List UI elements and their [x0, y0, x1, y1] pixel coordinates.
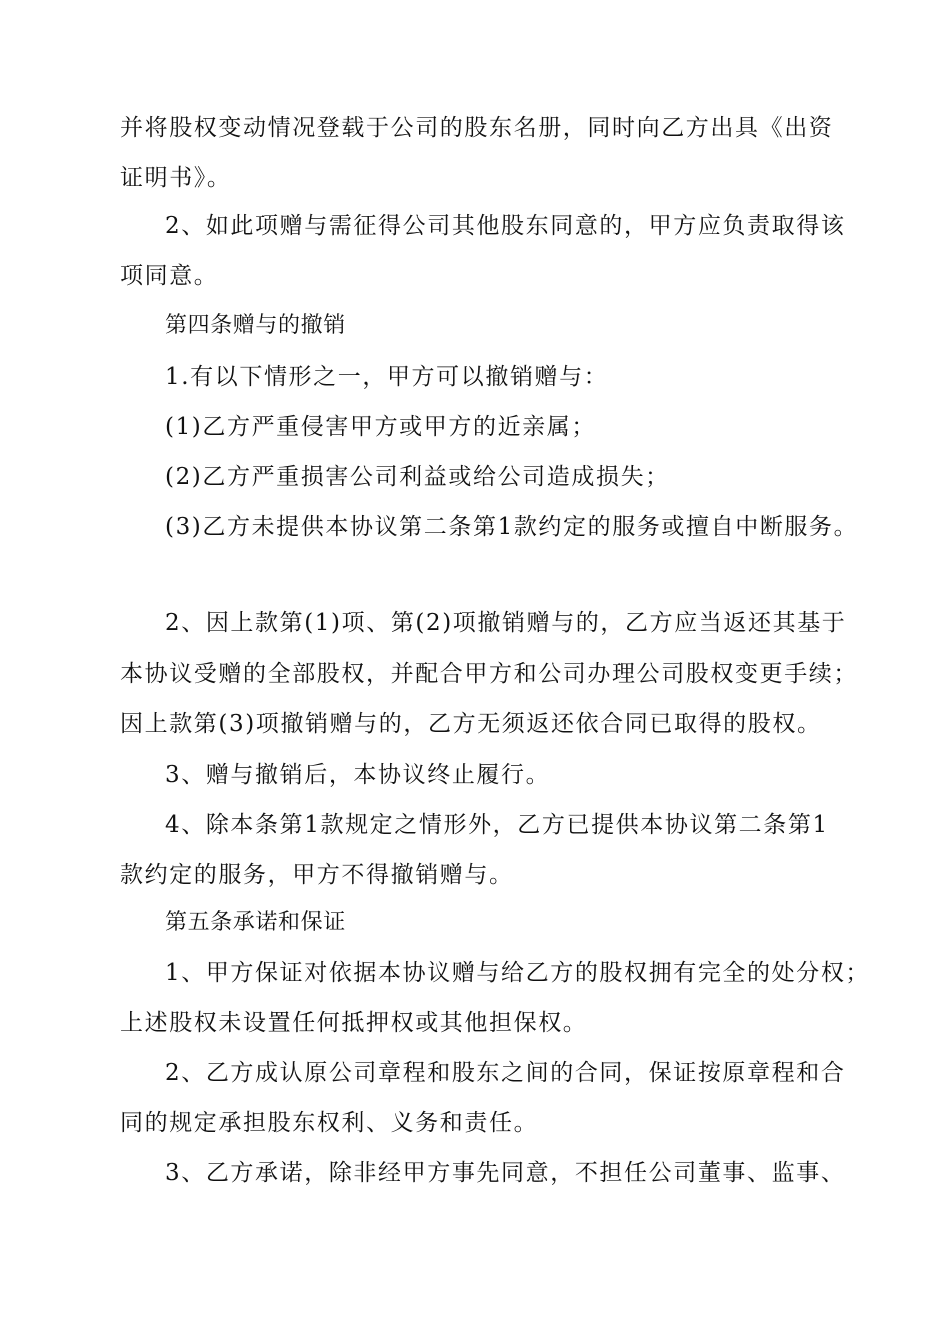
text-line: 2、因上款第(1)项、第(2)项撤销赠与的，乙方应当返还其基于: [165, 610, 847, 636]
text-line: 款约定的服务，甲方不得撤销赠与。: [120, 862, 514, 888]
text-line: 1、甲方保证对依据本协议赠与给乙方的股权拥有完全的处分权；: [165, 960, 871, 986]
list-item: (1)乙方严重侵害甲方或甲方的近亲属；: [165, 414, 596, 440]
text-line: 2、如此项赠与需征得公司其他股东同意的，甲方应负责取得该: [165, 213, 846, 239]
text-line: 1.有以下情形之一，甲方可以撤销赠与：: [165, 364, 609, 390]
list-item: (2)乙方严重损害公司利益或给公司造成损失；: [165, 464, 670, 490]
text-line: 因上款第(3)项撤销赠与的，乙方无须返还依合同已取得的股权。: [120, 711, 822, 737]
text-line: 3、赠与撤销后，本协议终止履行。: [165, 762, 551, 788]
text-line: 证明书》。: [120, 165, 232, 191]
text-line: 2、乙方成认原公司章程和股东之间的合同，保证按原章程和合: [165, 1060, 846, 1086]
text-line: 本协议受赠的全部股权，并配合甲方和公司办理公司股权变更手续；: [120, 661, 858, 687]
text-line: 并将股权变动情况登载于公司的股东名册，同时向乙方出具《出资: [120, 115, 834, 141]
text-line: 同的规定承担股东权利、义务和责任。: [120, 1110, 539, 1136]
section-heading: 第五条承诺和保证: [165, 910, 346, 935]
text-line: 上述股权未设置任何抵押权或其他担保权。: [120, 1010, 588, 1036]
text-line: 项同意。: [120, 263, 219, 289]
section-heading: 第四条赠与的撤销: [165, 313, 346, 338]
text-line: 4、除本条第1款规定之情形外，乙方已提供本协议第二条第1: [165, 812, 829, 838]
text-line: 3、乙方承诺，除非经甲方事先同意，不担任公司董事、监事、: [165, 1160, 846, 1186]
list-item: (3)乙方未提供本协议第二条第1款约定的服务或擅自中断服务。: [165, 514, 859, 540]
